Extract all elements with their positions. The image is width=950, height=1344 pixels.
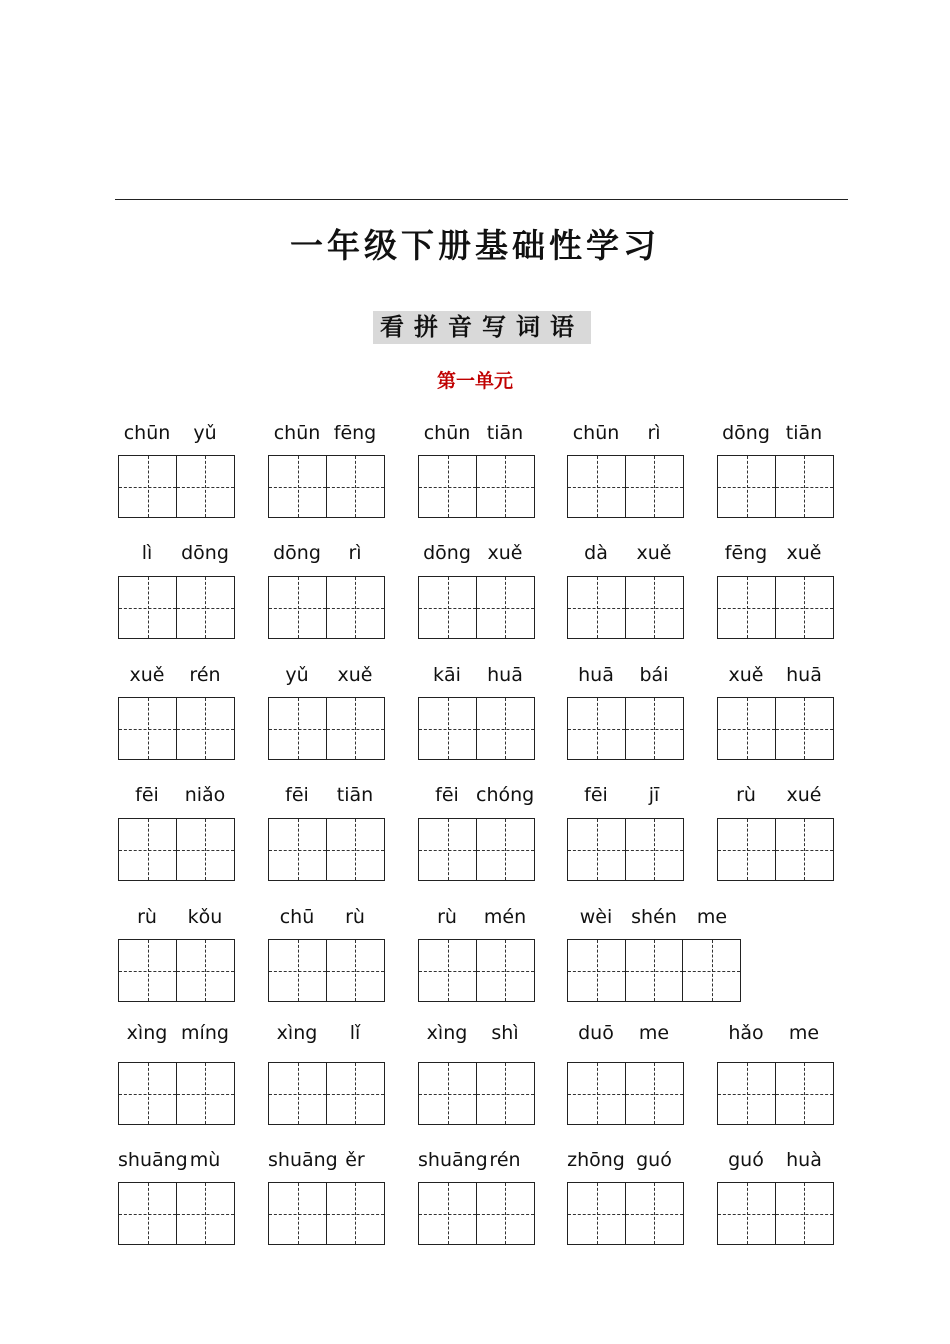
word-item xyxy=(118,1022,244,1132)
tianzige-box[interactable] xyxy=(567,576,626,639)
pinyin-row xyxy=(268,1022,384,1046)
tianzige-box[interactable] xyxy=(268,1062,327,1125)
word-item xyxy=(567,784,693,894)
tianzige-box[interactable] xyxy=(775,1182,834,1245)
writing-boxes xyxy=(268,939,383,1002)
tianzige-box[interactable] xyxy=(567,697,626,760)
pinyin-syllable: huā xyxy=(786,664,822,686)
pinyin-syllable: yǔ xyxy=(285,664,309,686)
pinyin-syllable: tiān xyxy=(486,422,524,444)
writing-boxes xyxy=(418,455,533,518)
tianzige-box[interactable] xyxy=(476,576,535,639)
tianzige-box[interactable] xyxy=(118,1062,177,1125)
tianzige-box[interactable] xyxy=(176,1182,235,1245)
tianzige-box[interactable] xyxy=(717,818,776,881)
writing-boxes xyxy=(567,1182,682,1245)
word-item xyxy=(418,1149,544,1259)
tianzige-box[interactable] xyxy=(775,1062,834,1125)
writing-boxes xyxy=(418,576,533,639)
pinyin-syllable: hǎo xyxy=(728,1022,764,1044)
word-item xyxy=(268,1022,394,1132)
tianzige-box[interactable] xyxy=(268,818,327,881)
writing-boxes xyxy=(118,1062,233,1125)
tianzige-box[interactable] xyxy=(625,1182,684,1245)
tianzige-box[interactable] xyxy=(326,576,385,639)
pinyin-syllable: dà xyxy=(584,542,608,564)
tianzige-box[interactable] xyxy=(567,1062,626,1125)
pinyin-row xyxy=(567,784,683,808)
tianzige-box[interactable] xyxy=(717,1062,776,1125)
pinyin-row xyxy=(118,1022,234,1046)
pinyin-syllable: rén xyxy=(489,1149,521,1171)
tianzige-box[interactable] xyxy=(268,455,327,518)
tianzige-box[interactable] xyxy=(268,1182,327,1245)
word-item xyxy=(118,664,244,774)
pinyin-syllable: fēng xyxy=(333,422,377,444)
tianzige-box[interactable] xyxy=(567,455,626,518)
pinyin-syllable: mén xyxy=(483,906,527,928)
word-item xyxy=(118,542,244,652)
pinyin-syllable: chū xyxy=(279,906,315,928)
tianzige-box[interactable] xyxy=(418,697,477,760)
word-item xyxy=(567,664,693,774)
tianzige-box[interactable] xyxy=(418,1062,477,1125)
pinyin-row xyxy=(567,542,683,566)
tianzige-box[interactable] xyxy=(118,818,177,881)
writing-boxes xyxy=(717,455,832,518)
word-item xyxy=(567,1022,693,1132)
pinyin-syllable: mù xyxy=(189,1149,221,1171)
tianzige-box[interactable] xyxy=(268,939,327,1002)
pinyin-row xyxy=(418,906,534,930)
tianzige-box[interactable] xyxy=(118,1182,177,1245)
word-item xyxy=(717,1149,843,1259)
pinyin-row xyxy=(118,906,234,930)
pinyin-row xyxy=(567,1149,683,1173)
tianzige-box[interactable] xyxy=(625,1062,684,1125)
writing-boxes xyxy=(118,1182,233,1245)
word-item xyxy=(717,784,843,894)
pinyin-row xyxy=(418,664,534,688)
pinyin-row xyxy=(118,664,234,688)
pinyin-syllable: fēi xyxy=(285,784,309,806)
pinyin-syllable: tiān xyxy=(336,784,374,806)
pinyin-syllable: kāi xyxy=(433,664,461,686)
pinyin-syllable: lì xyxy=(141,542,153,564)
pinyin-row xyxy=(418,542,534,566)
pinyin-syllable: chūn xyxy=(273,422,321,444)
tianzige-box[interactable] xyxy=(418,1182,477,1245)
tianzige-box[interactable] xyxy=(476,818,535,881)
writing-boxes xyxy=(268,818,383,881)
pinyin-syllable: xuě xyxy=(786,542,822,564)
pinyin-row xyxy=(418,422,534,446)
tianzige-box[interactable] xyxy=(625,576,684,639)
pinyin-syllable: me xyxy=(788,1022,820,1044)
pinyin-syllable: fēi xyxy=(584,784,608,806)
pinyin-row xyxy=(717,1149,833,1173)
tianzige-box[interactable] xyxy=(326,455,385,518)
pinyin-row xyxy=(268,784,384,808)
writing-boxes xyxy=(567,818,682,881)
writing-boxes xyxy=(118,818,233,881)
pinyin-row xyxy=(268,1149,384,1173)
tianzige-box[interactable] xyxy=(476,1182,535,1245)
tianzige-box[interactable] xyxy=(418,455,477,518)
word-item xyxy=(118,784,244,894)
tianzige-box[interactable] xyxy=(326,1062,385,1125)
writing-boxes xyxy=(567,576,682,639)
pinyin-syllable: me xyxy=(638,1022,670,1044)
pinyin-syllable: lǐ xyxy=(349,1022,361,1044)
pinyin-syllable: huā xyxy=(487,664,523,686)
tianzige-box[interactable] xyxy=(625,939,684,1002)
tianzige-box[interactable] xyxy=(476,939,535,1002)
pinyin-row xyxy=(717,1022,833,1046)
writing-boxes xyxy=(418,1062,533,1125)
tianzige-box[interactable] xyxy=(176,1062,235,1125)
pinyin-syllable: míng xyxy=(181,1022,229,1044)
pinyin-row xyxy=(717,542,833,566)
word-item xyxy=(717,542,843,652)
pinyin-row xyxy=(268,422,384,446)
pinyin-row xyxy=(118,1149,234,1173)
pinyin-syllable: rù xyxy=(137,906,157,928)
tianzige-box[interactable] xyxy=(118,697,177,760)
tianzige-box[interactable] xyxy=(418,576,477,639)
writing-boxes xyxy=(717,1182,832,1245)
pinyin-row xyxy=(567,906,741,930)
pinyin-syllable: xuě xyxy=(636,542,672,564)
pinyin-syllable: chóng xyxy=(476,784,535,806)
word-item xyxy=(118,422,244,532)
tianzige-box[interactable] xyxy=(625,818,684,881)
writing-boxes xyxy=(567,939,740,1002)
tianzige-box[interactable] xyxy=(326,939,385,1002)
word-item xyxy=(268,422,394,532)
writing-boxes xyxy=(567,455,682,518)
tianzige-box[interactable] xyxy=(717,1182,776,1245)
pinyin-syllable: chūn xyxy=(423,422,471,444)
pinyin-row xyxy=(717,422,833,446)
writing-boxes xyxy=(118,697,233,760)
writing-boxes xyxy=(717,576,832,639)
pinyin-syllable: rù xyxy=(437,906,457,928)
pinyin-syllable: tiān xyxy=(785,422,823,444)
pinyin-syllable: xuě xyxy=(487,542,523,564)
pinyin-syllable: guó xyxy=(636,1149,672,1171)
tianzige-box[interactable] xyxy=(326,1182,385,1245)
tianzige-box[interactable] xyxy=(118,939,177,1002)
pinyin-syllable: rén xyxy=(189,664,221,686)
tianzige-box[interactable] xyxy=(118,455,177,518)
pinyin-syllable: xuě xyxy=(728,664,764,686)
word-item xyxy=(418,906,544,1016)
pinyin-syllable: dōng xyxy=(181,542,229,564)
tianzige-box[interactable] xyxy=(176,939,235,1002)
word-item xyxy=(118,906,244,1016)
tianzige-box[interactable] xyxy=(775,576,834,639)
writing-boxes xyxy=(268,455,383,518)
word-item xyxy=(418,542,544,652)
pinyin-syllable: me xyxy=(696,906,728,928)
pinyin-syllable: guó xyxy=(728,1149,764,1171)
word-item xyxy=(567,1149,693,1259)
pinyin-syllable: xìng xyxy=(426,1022,468,1044)
writing-boxes xyxy=(118,455,233,518)
section-label: 看拼音写词语 xyxy=(373,311,591,344)
word-item xyxy=(268,664,394,774)
writing-boxes xyxy=(268,1062,383,1125)
word-item xyxy=(268,1149,394,1259)
pinyin-row xyxy=(418,1022,534,1046)
writing-boxes xyxy=(418,818,533,881)
tianzige-box[interactable] xyxy=(625,697,684,760)
pinyin-row xyxy=(268,542,384,566)
word-item xyxy=(268,906,394,1016)
pinyin-syllable: niǎo xyxy=(184,784,226,806)
pinyin-row xyxy=(567,422,683,446)
tianzige-box[interactable] xyxy=(326,818,385,881)
pinyin-syllable: fēi xyxy=(435,784,459,806)
pinyin-row xyxy=(118,422,234,446)
writing-boxes xyxy=(118,939,233,1002)
tianzige-box[interactable] xyxy=(268,576,327,639)
word-item xyxy=(418,664,544,774)
pinyin-row xyxy=(268,906,384,930)
pinyin-syllable: shuāng xyxy=(118,1149,188,1171)
pinyin-row xyxy=(717,784,833,808)
tianzige-box[interactable] xyxy=(717,576,776,639)
tianzige-box[interactable] xyxy=(567,818,626,881)
tianzige-box[interactable] xyxy=(625,455,684,518)
pinyin-syllable: chūn xyxy=(123,422,171,444)
word-item xyxy=(717,664,843,774)
tianzige-box[interactable] xyxy=(567,939,626,1002)
tianzige-box[interactable] xyxy=(567,1182,626,1245)
pinyin-syllable: shuāng xyxy=(268,1149,338,1171)
tianzige-box[interactable] xyxy=(118,576,177,639)
pinyin-syllable: fēng xyxy=(724,542,768,564)
pinyin-row xyxy=(268,664,384,688)
writing-boxes xyxy=(717,697,832,760)
pinyin-syllable: shì xyxy=(491,1022,519,1044)
writing-boxes xyxy=(418,697,533,760)
pinyin-row xyxy=(418,784,534,808)
word-item xyxy=(418,422,544,532)
writing-boxes xyxy=(268,697,383,760)
pinyin-row xyxy=(418,1149,534,1173)
writing-boxes xyxy=(418,1182,533,1245)
tianzige-box[interactable] xyxy=(418,818,477,881)
pinyin-row xyxy=(567,664,683,688)
word-item xyxy=(118,1149,244,1259)
writing-boxes xyxy=(717,818,832,881)
page-title: 一年级下册基础性学习 xyxy=(290,226,660,265)
pinyin-row xyxy=(118,542,234,566)
tianzige-box[interactable] xyxy=(682,939,741,1002)
pinyin-syllable: chūn xyxy=(572,422,620,444)
word-item xyxy=(268,784,394,894)
pinyin-syllable: shuāng xyxy=(418,1149,488,1171)
writing-boxes xyxy=(567,697,682,760)
pinyin-syllable: rù xyxy=(345,906,365,928)
tianzige-box[interactable] xyxy=(476,697,535,760)
tianzige-box[interactable] xyxy=(176,697,235,760)
pinyin-syllable: duō xyxy=(578,1022,614,1044)
tianzige-box[interactable] xyxy=(176,455,235,518)
pinyin-row xyxy=(567,1022,683,1046)
writing-boxes xyxy=(268,1182,383,1245)
tianzige-box[interactable] xyxy=(176,818,235,881)
pinyin-syllable: kǒu xyxy=(187,906,223,928)
tianzige-box[interactable] xyxy=(268,697,327,760)
pinyin-row xyxy=(118,784,234,808)
pinyin-syllable: dōng xyxy=(722,422,770,444)
pinyin-syllable: wèi xyxy=(579,906,613,928)
pinyin-syllable: shén xyxy=(631,906,677,928)
pinyin-syllable: bái xyxy=(639,664,669,686)
pinyin-syllable: huā xyxy=(578,664,614,686)
pinyin-row xyxy=(717,664,833,688)
writing-boxes xyxy=(717,1062,832,1125)
pinyin-syllable: rì xyxy=(647,422,661,444)
pinyin-syllable: dōng xyxy=(423,542,471,564)
word-item xyxy=(717,422,843,532)
tianzige-box[interactable] xyxy=(326,697,385,760)
pinyin-syllable: ěr xyxy=(345,1149,365,1171)
word-item xyxy=(418,1022,544,1132)
word-item xyxy=(268,542,394,652)
pinyin-syllable: yǔ xyxy=(193,422,217,444)
word-item xyxy=(567,422,693,532)
pinyin-syllable: huà xyxy=(786,1149,822,1171)
tianzige-box[interactable] xyxy=(775,697,834,760)
tianzige-box[interactable] xyxy=(418,939,477,1002)
tianzige-box[interactable] xyxy=(717,455,776,518)
word-item xyxy=(567,906,751,1016)
writing-boxes xyxy=(268,576,383,639)
word-item xyxy=(717,1022,843,1132)
pinyin-syllable: xìng xyxy=(126,1022,168,1044)
tianzige-box[interactable] xyxy=(717,697,776,760)
pinyin-syllable: xìng xyxy=(276,1022,318,1044)
unit-label: 第一单元 xyxy=(436,370,513,392)
pinyin-syllable: fēi xyxy=(135,784,159,806)
word-item xyxy=(567,542,693,652)
writing-boxes xyxy=(418,939,533,1002)
tianzige-box[interactable] xyxy=(476,1062,535,1125)
pinyin-syllable: xuě xyxy=(129,664,165,686)
tianzige-box[interactable] xyxy=(176,576,235,639)
writing-boxes xyxy=(567,1062,682,1125)
pinyin-syllable: rì xyxy=(348,542,362,564)
pinyin-syllable: rù xyxy=(736,784,756,806)
writing-boxes xyxy=(118,576,233,639)
word-item xyxy=(418,784,544,894)
pinyin-syllable: xué xyxy=(786,784,822,806)
pinyin-syllable: zhōng xyxy=(567,1149,625,1171)
tianzige-box[interactable] xyxy=(775,818,834,881)
tianzige-box[interactable] xyxy=(476,455,535,518)
pinyin-syllable: jī xyxy=(648,784,660,806)
pinyin-syllable: xuě xyxy=(337,664,373,686)
pinyin-syllable: dōng xyxy=(273,542,321,564)
tianzige-box[interactable] xyxy=(775,455,834,518)
